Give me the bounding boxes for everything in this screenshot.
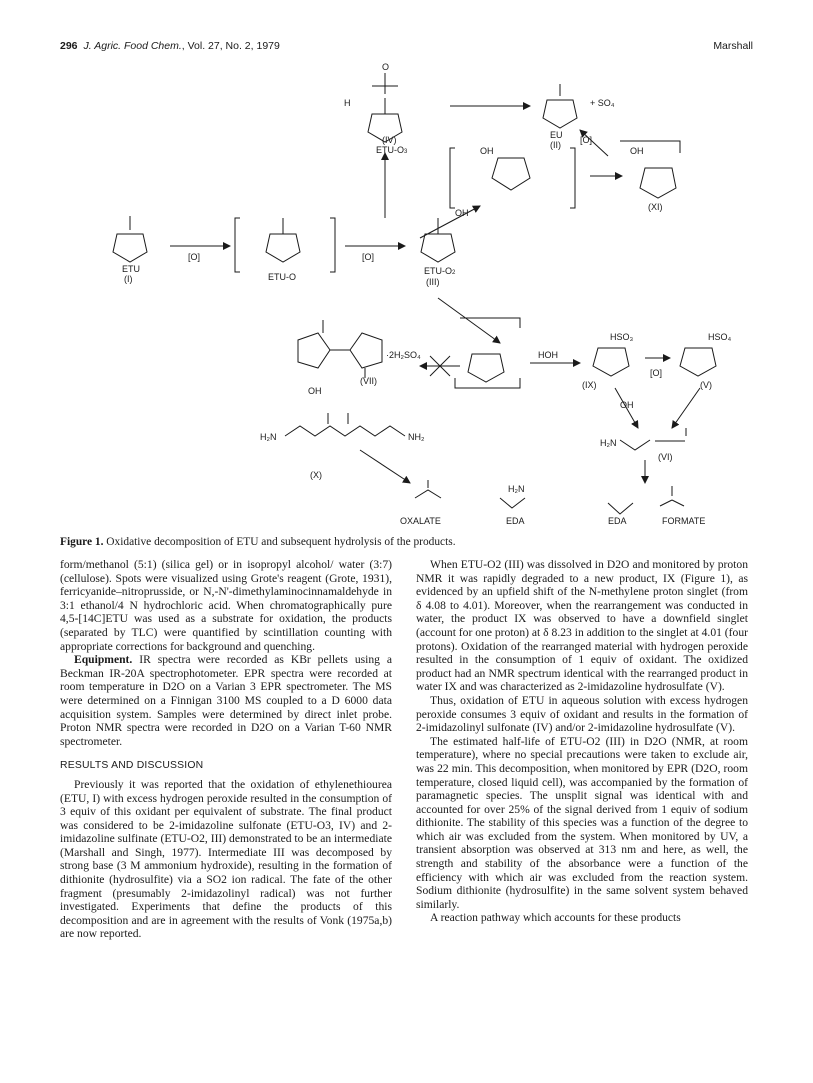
arrow-x-to-oxalate (360, 450, 410, 483)
figure-caption-text: Oxidative decomposition of ETU and subsequent hydrolysis of the products. (103, 536, 456, 548)
structure-formate (660, 486, 684, 506)
label-oxidant-3: [O] (580, 135, 593, 145)
arrow-iii-to-ix (438, 298, 500, 343)
arrow-v-to-vi (672, 388, 700, 428)
section-heading: RESULTS AND DISCUSSION (60, 760, 204, 772)
page-number: 296 (60, 40, 78, 52)
structure-oxalate (415, 480, 441, 498)
label-eda-right: EDA (608, 516, 627, 526)
right-column (416, 558, 748, 925)
label-oxidant-4: [O] (650, 368, 663, 378)
structure-xi (620, 141, 680, 198)
journal-name: J. Agric. Food Chem. (83, 40, 182, 52)
label-etu-o2-num: (III) (426, 277, 440, 287)
structure-etu-o (235, 218, 335, 272)
label-oh-3: OH (455, 208, 469, 218)
label-h2so4: ·2H₂SO₄ (386, 350, 421, 360)
left-column (60, 558, 392, 941)
label-v: (V) (700, 380, 712, 390)
label-nh2-x: NH₂ (408, 432, 425, 442)
label-hso4: HSO₄ (708, 332, 732, 342)
label-oh-1: OH (630, 146, 644, 156)
running-header (60, 40, 753, 56)
label-x: (X) (310, 470, 322, 480)
equipment-text: IR spectra were recorded as KBr pellets using a Beckman IR-20A spectrophotometer. EPR spectra were recorded at room temperature in D2O on a Varian 3 EPR spectrometer. The MS were determined on a Finnigan 3100 MS coupled to a D 6000 data acquisition system. Samples were determined by direct inlet probe. Proton NMR spectra were recorded in D2O on a Varian T-60 NMR spectrometer. (60, 653, 392, 748)
label-iv-h: H (344, 98, 351, 108)
volume-issue: , Vol. 27, No. 2, 1979 (181, 40, 280, 52)
label-so4: + SO₄ (590, 98, 615, 108)
label-hoh: HOH (538, 350, 558, 360)
label-o-iv: O (382, 62, 390, 72)
label-etu-o2: ETU-O (424, 266, 452, 276)
label-etu: ETU (122, 264, 140, 274)
structure-eda-right (608, 503, 633, 514)
svg-text:3: 3 (404, 149, 408, 155)
header-citation (60, 40, 280, 52)
figure-label: Figure 1. (60, 536, 104, 548)
structure-ix (593, 348, 629, 376)
paragraph: When ETU-O2 (III) was dissolved in D2O and monitored by proton NMR it was rapidly degraded to a new product, IX (Figure 1), as evidenced by an upfield shift of the N-methylene proton singlet (from δ 4.08 to 4.01). Moreover, when the rearrangement was conducted in water, the product IX was observed to have a downfield singlet (account for one proton) at δ 8.23 in addition to the singlet at 4.01 (four protons). Oxidation of the rearranged material with hydrogen peroxide resulted in the consumption of 1 equiv of oxidant. The oxidized product had an NMR spectrum identical with the rearranged product in water IX and was characterized as 2-imidazoline hydrosulfate (V). (416, 558, 748, 694)
label-h2n-x: H₂N (260, 432, 277, 442)
structure-bracket-so2 (455, 318, 520, 388)
label-formate: FORMATE (662, 516, 706, 526)
figure-caption (60, 536, 760, 548)
label-vi: (VI) (658, 452, 673, 462)
equipment-heading: Equipment. (74, 653, 133, 667)
label-etu-o: ETU-O (268, 272, 296, 282)
header-author: Marshall (713, 40, 753, 52)
structure-x (285, 413, 405, 436)
svg-text:2: 2 (452, 270, 456, 276)
paragraph: Thus, oxidation of ETU in aqueous solution with excess hydrogen peroxide consumes 3 equiv of oxidant and results in the formation of 2-imidazolinyl sulfonate (IV) and/or 2-imidazoline hydrosulfate (V). (416, 693, 748, 735)
structure-vii (298, 320, 382, 378)
label-ix: (IX) (582, 380, 597, 390)
structure-intermediate (450, 148, 575, 208)
label-xi: (XI) (648, 202, 663, 212)
structure-etu-o2 (421, 218, 455, 262)
structure-vi (620, 428, 686, 450)
label-oxalate: OXALATE (400, 516, 441, 526)
label-eu-num: (II) (550, 140, 561, 150)
label-oh-2: OH (480, 146, 494, 156)
structure-eu (543, 84, 577, 128)
structure-eda-left (500, 498, 525, 508)
label-oxidant-1: [O] (188, 252, 201, 262)
arrow-iii-to-intermediate (420, 206, 480, 238)
paragraph: The estimated half-life of ETU-O2 (III) in D2O (NMR, at room temperature), where no special precautions were taken to exclude air, was 22 min. This decomposition, when monitored by EPR (D2O, room temperature, closed liquid cell), was accompanied by the formation of paramagnetic species. The unsplit signal was identical with and accounted for over 25% of the signal derived from 1 equiv of sodium dithionite. The stability of this species was a function of the degree to which air was excluded from the system. When monitored by UV, a transient absorption was observed at 313 nm and here, as well, the strength and stability of the absorbance were a function of the efficiency with which air was excluded from the reaction system. Sodium dithionite (hydrosulfite) in the same solvent system behaved similarly. (416, 734, 748, 911)
paragraph: Previously it was reported that the oxidation of ethylenethiourea (ETU, I) with excess hydrogen peroxide resulted in the consumption of 3 equiv of this oxidant per equivalent of substrate. The final product was considered to be 2-imidazoline sulfonate (ETU-O3, IV) and 2-imidazoline sulfinate (ETU-O2, III) demonstrated to be an intermediate (Marshall and Singh, 1977). Intermediate III was decomposed by strong base (3 M ammonium hydroxide), resulting in the formation of dithionite (hydrosulfite) via a SO2 ion radical. The fate of the other fragment (presumably 2-imidazolinyl radical) was not further investigated. Experiments that define the products of this decomposition and are in agreement with the results of Vonk (1975a,b) are now reported. (60, 777, 392, 941)
label-hso3: HSO₃ (610, 332, 634, 342)
label-h2n-vi: H₂N (600, 438, 617, 448)
label-eu: EU (550, 130, 563, 140)
structure-etu (113, 216, 147, 262)
label-oh-4: OH (308, 386, 322, 396)
label-eda-left: EDA (506, 516, 525, 526)
equipment-paragraph (60, 653, 392, 748)
label-h2n-eda: H₂N (508, 484, 525, 494)
label-oxidant-2: [O] (362, 252, 375, 262)
label-vii: (VII) (360, 376, 377, 386)
reaction-scheme (60, 58, 760, 528)
label-etu-num: (I) (124, 274, 133, 284)
paragraph: form/methanol (5:1) (silica gel) or in isopropyl alcohol/ water (3:7) (cellulose). Spots were visualized using Grote's reagent (Grote, 1931), ferricyanide–nitroprusside, or N,-N'-dimethylaminocinnamaldehyde in 3:1 ethanol/4 N hydrochloric acid. When chromatographically pure 4,5-[14C]ETU was used as a substrate for oxidation, the products (separated by TLC) were quantified by scintillation counting with appropriate corrections for background and quenching. (60, 558, 392, 653)
paragraph: A reaction pathway which accounts for these products (430, 911, 681, 925)
label-oh-5: OH (620, 400, 634, 410)
label-etu-o3: ETU-O (376, 145, 404, 155)
label-iv: (IV) (382, 135, 397, 145)
structure-etu-o3 (368, 73, 402, 142)
structure-v (680, 348, 716, 376)
